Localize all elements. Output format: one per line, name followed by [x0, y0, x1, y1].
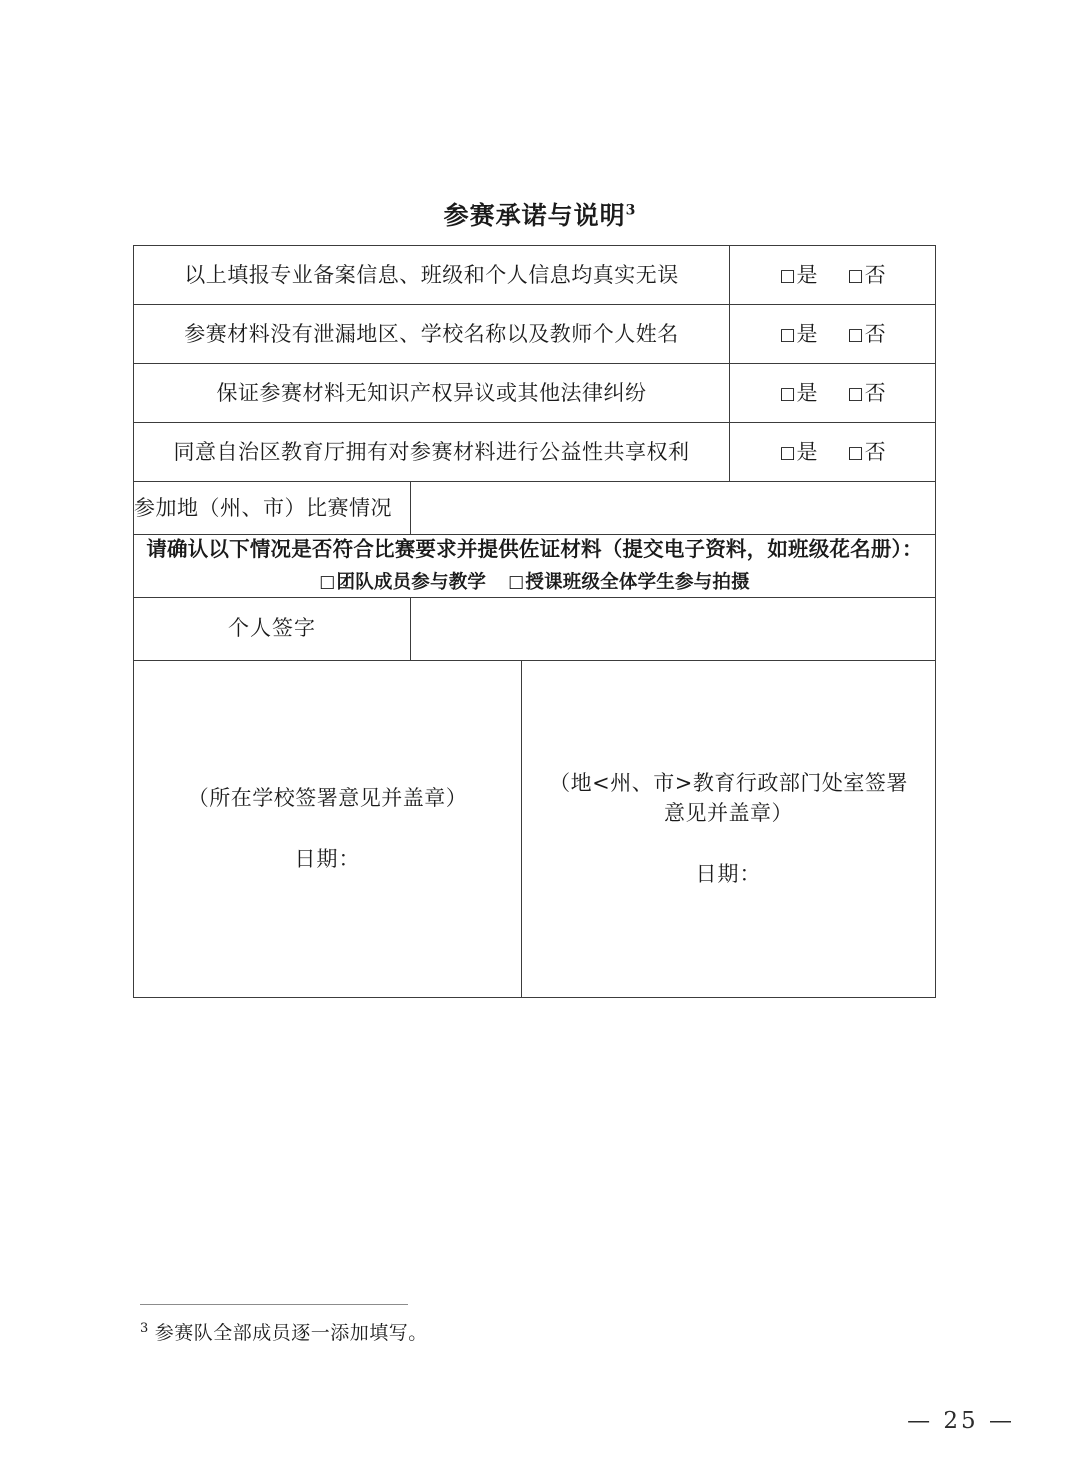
choice-yes-label: 是 — [796, 380, 818, 405]
choice-yes-3[interactable] — [779, 378, 817, 408]
signature-label: 个人签字 — [134, 597, 411, 660]
checkbox-icon[interactable]: □ — [779, 442, 796, 463]
choice-no-label: 否 — [864, 321, 886, 346]
choice-yes-2[interactable] — [779, 319, 817, 349]
page-number: — 25 — — [907, 1408, 1015, 1434]
commitment-statement-3: 保证参赛材料无知识产权异议或其他法律纠纷 — [134, 364, 730, 423]
commitment-choice-1[interactable] — [730, 246, 936, 305]
table-row — [134, 482, 936, 535]
page-title — [0, 196, 1080, 232]
commitment-statement-4: 同意自治区教育厅拥有对参赛材料进行公益性共享权利 — [134, 423, 730, 482]
school-approval-date-label: 日期： — [294, 846, 361, 871]
choice-no-label: 否 — [864, 380, 886, 405]
title-footnote-marker: 3 — [625, 202, 637, 219]
choice-no-3[interactable] — [848, 378, 886, 408]
choice-yes-label: 是 — [796, 262, 818, 287]
contest-region-label: 参加地（州、市）比赛情况 — [134, 482, 411, 535]
commitment-choice-2[interactable] — [730, 305, 936, 364]
signature-value[interactable] — [411, 597, 936, 660]
confirmation-option-1-label: 团队成员参与教学 — [336, 571, 487, 593]
table-row — [134, 305, 936, 364]
table-row — [134, 597, 936, 660]
education-bureau-stamp-text: （地<州、市>教育行政部门处室签署 — [549, 770, 908, 795]
choice-no-4[interactable] — [848, 437, 886, 467]
checkbox-icon[interactable]: □ — [319, 571, 336, 592]
checkbox-icon[interactable]: □ — [847, 324, 864, 345]
confirmation-block — [134, 535, 936, 598]
checkbox-icon[interactable]: □ — [847, 442, 864, 463]
school-approval-box[interactable] — [134, 660, 522, 997]
table-row — [134, 535, 936, 598]
footnote-text: 参赛队全部成员逐一添加填写。 — [154, 1322, 428, 1344]
page-title-text: 参赛承诺与说明 — [443, 201, 626, 230]
education-bureau-approval-box[interactable] — [522, 660, 936, 997]
confirmation-options — [134, 570, 935, 597]
choice-yes-label: 是 — [796, 439, 818, 464]
table-row — [134, 423, 936, 482]
footnote-marker: 3 — [140, 1320, 149, 1336]
choice-no-label: 否 — [864, 439, 886, 464]
contest-region-value[interactable] — [411, 482, 936, 535]
choice-no-2[interactable] — [848, 319, 886, 349]
commitment-choice-4[interactable] — [730, 423, 936, 482]
commitment-choice-3[interactable] — [730, 364, 936, 423]
commitment-statement-1: 以上填报专业备案信息、班级和个人信息均真实无误 — [134, 246, 730, 305]
checkbox-icon[interactable]: □ — [779, 265, 796, 286]
education-bureau-date-label: 日期： — [695, 861, 762, 886]
choice-no-label: 否 — [864, 262, 886, 287]
school-approval-stamp-text: （所在学校签署意见并盖章） — [187, 786, 468, 811]
table-row — [134, 364, 936, 423]
footnote-divider — [140, 1304, 408, 1305]
checkbox-icon[interactable]: □ — [779, 383, 796, 404]
education-bureau-stamp-text-line2: 意见并盖章） — [664, 801, 794, 826]
footnote — [140, 1318, 428, 1345]
commitment-statement-2: 参赛材料没有泄漏地区、学校名称以及教师个人姓名 — [134, 305, 730, 364]
choice-yes-label: 是 — [796, 321, 818, 346]
confirmation-heading: 请确认以下情况是否符合比赛要求并提供佐证材料（提交电子资料，如班级花名册）： — [146, 537, 923, 561]
table-row — [134, 246, 936, 305]
checkbox-icon[interactable]: □ — [779, 324, 796, 345]
commitment-form-table — [133, 245, 936, 998]
confirmation-option-2[interactable] — [508, 572, 750, 593]
choice-no-1[interactable] — [848, 260, 886, 290]
checkbox-icon[interactable]: □ — [847, 265, 864, 286]
checkbox-icon[interactable]: □ — [847, 383, 864, 404]
choice-yes-1[interactable] — [779, 260, 817, 290]
table-row — [134, 660, 936, 997]
checkbox-icon[interactable]: □ — [508, 571, 525, 592]
choice-yes-4[interactable] — [779, 437, 817, 467]
confirmation-option-1[interactable] — [319, 572, 486, 593]
confirmation-option-2-label: 授课班级全体学生参与拍摄 — [525, 571, 750, 593]
